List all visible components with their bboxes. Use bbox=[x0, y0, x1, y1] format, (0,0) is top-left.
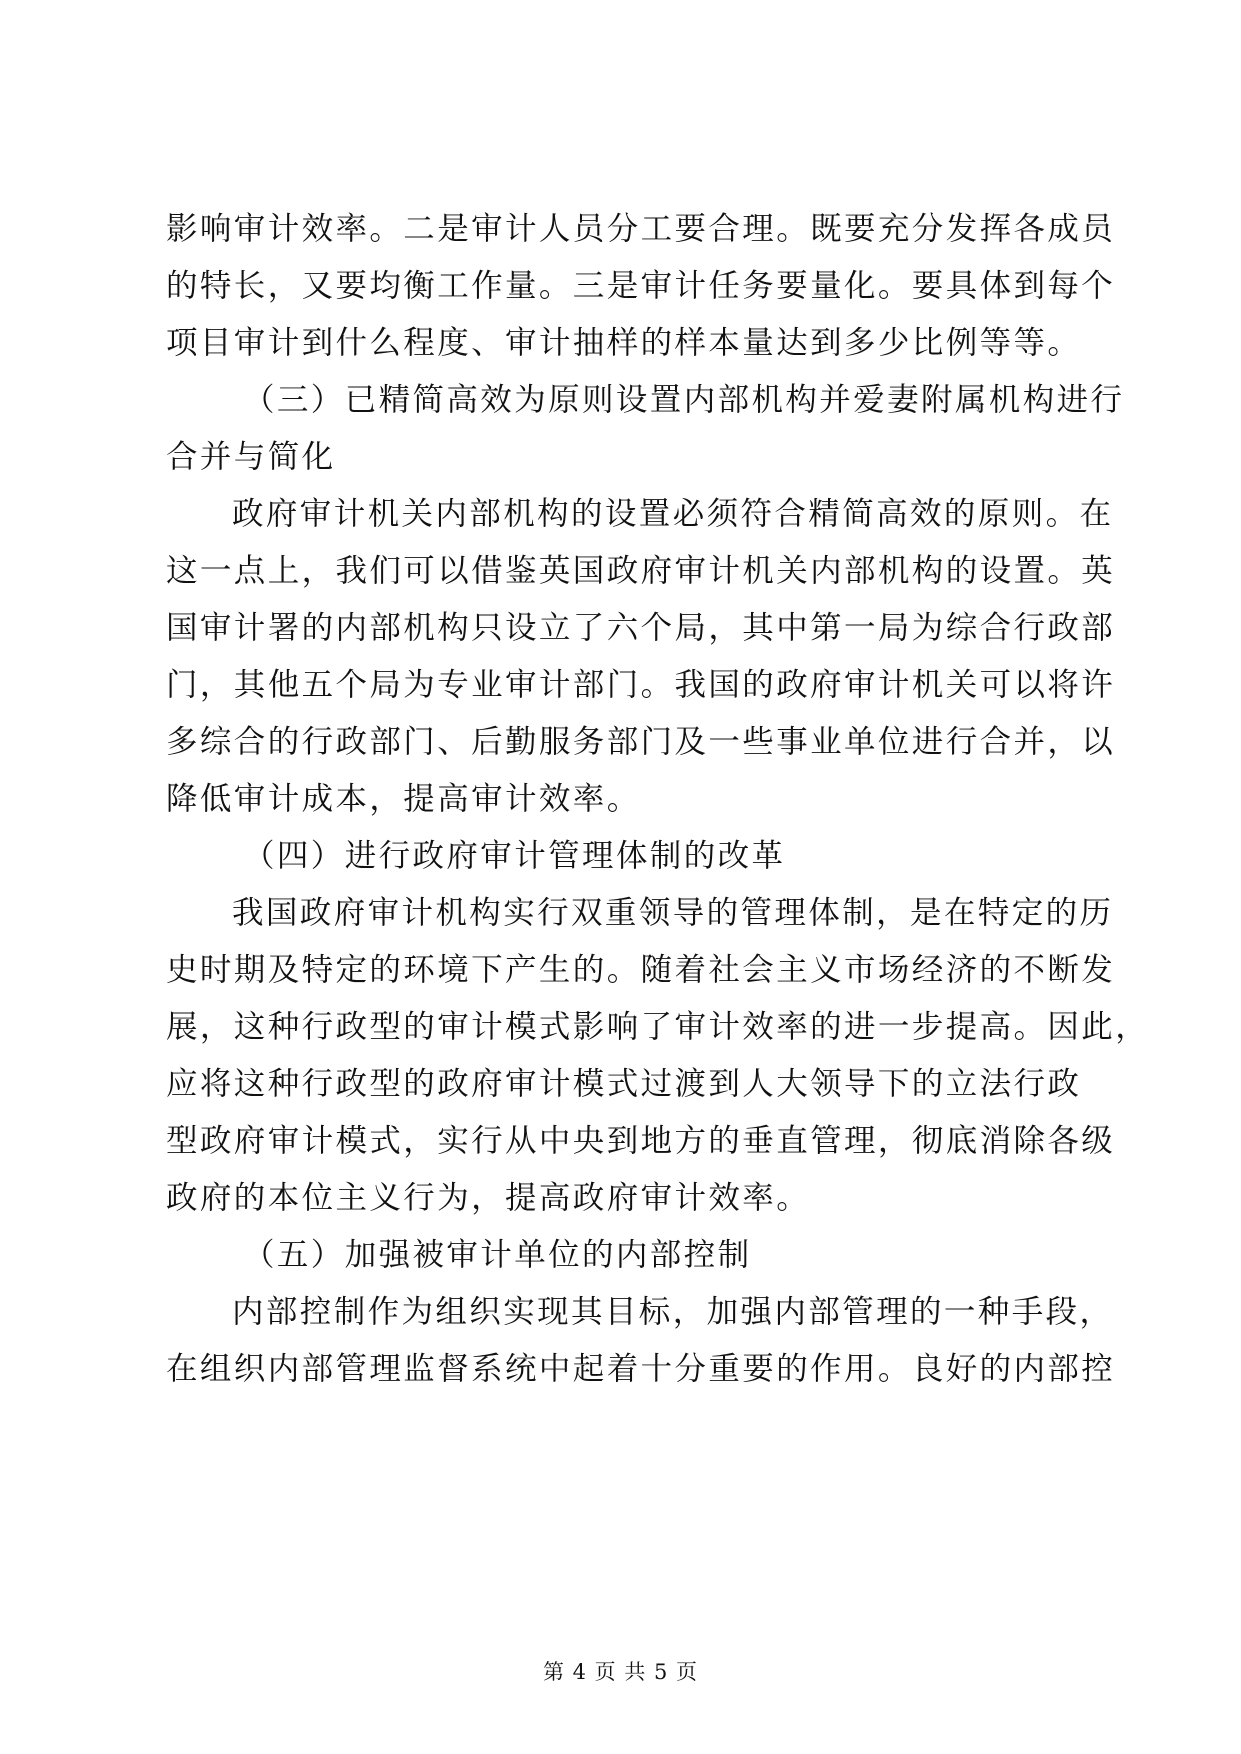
body-line: 在组织内部管理监督系统中起着十分重要的作用。良好的内部控 bbox=[166, 1351, 1116, 1387]
body-line: 展，这种行政型的审计模式影响了审计效率的进一步提高。因此， bbox=[166, 1009, 1150, 1045]
body-line: 型政府审计模式，实行从中央到地方的垂直管理，彻底消除各级 bbox=[166, 1123, 1116, 1159]
body-line: 这一点上，我们可以借鉴英国政府审计机关内部机构的设置。英 bbox=[166, 553, 1116, 589]
section-heading-4: （四）进行政府审计管理体制的改革 bbox=[243, 838, 786, 874]
paragraph-first-line: 内部控制作为组织实现其目标，加强内部管理的一种手段， bbox=[232, 1294, 1114, 1330]
body-line: 的特长，又要均衡工作量。三是审计任务要量化。要具体到每个 bbox=[166, 268, 1116, 304]
body-line: 史时期及特定的环境下产生的。随着社会主义市场经济的不断发 bbox=[166, 952, 1116, 988]
section-heading-3: （三）已精简高效为原则设置内部机构并爱妻附属机构进行 bbox=[243, 382, 1125, 418]
paragraph-first-line: 我国政府审计机构实行双重领导的管理体制，是在特定的历 bbox=[232, 895, 1114, 931]
section-heading-5: （五）加强被审计单位的内部控制 bbox=[243, 1237, 752, 1273]
paragraph-first-line: 政府审计机关内部机构的设置必须符合精简高效的原则。在 bbox=[232, 496, 1114, 532]
section-heading-3-continued: 合并与简化 bbox=[166, 439, 336, 475]
body-line: 降低审计成本，提高审计效率。 bbox=[166, 781, 641, 817]
page-number-footer: 第 4 页 共 5 页 bbox=[542, 1660, 699, 1684]
body-line: 应将这种行政型的政府审计模式过渡到人大领导下的立法行政 bbox=[166, 1066, 1082, 1102]
body-line: 门，其他五个局为专业审计部门。我国的政府审计机关可以将许 bbox=[166, 667, 1116, 703]
body-line: 项目审计到什么程度、审计抽样的样本量达到多少比例等等。 bbox=[166, 325, 1082, 361]
body-line: 国审计署的内部机构只设立了六个局，其中第一局为综合行政部 bbox=[166, 610, 1116, 646]
body-line: 影响审计效率。二是审计人员分工要合理。既要充分发挥各成员 bbox=[166, 211, 1116, 247]
body-line: 多综合的行政部门、后勤服务部门及一些事业单位进行合并，以 bbox=[166, 724, 1116, 760]
body-line: 政府的本位主义行为，提高政府审计效率。 bbox=[166, 1180, 811, 1216]
